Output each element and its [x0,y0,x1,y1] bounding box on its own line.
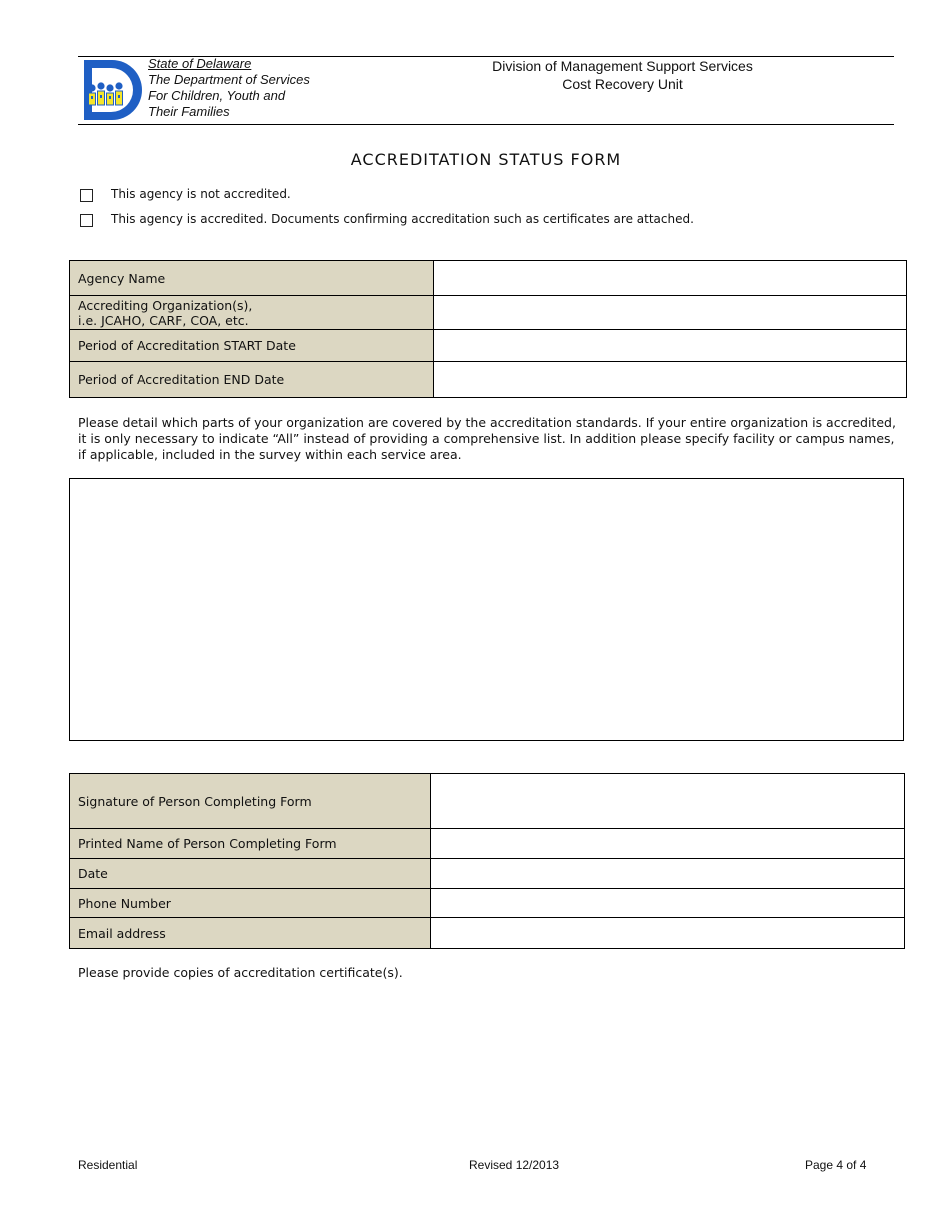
org-line-families: Their Families [148,104,230,119]
header-bottom-rule [78,124,894,125]
end-date-field[interactable] [434,362,907,398]
footer-page-number: Page 4 of 4 [805,1158,867,1172]
form-title: ACCREDITATION STATUS FORM [350,150,622,169]
org-line-department: The Department of Services [148,72,310,87]
not-accredited-checkbox[interactable] [80,189,93,202]
org-line-state: State of Delaware [148,56,252,71]
accrediting-org-field[interactable] [434,296,907,330]
signature-field[interactable] [431,774,905,829]
agency-info-table [69,260,907,398]
printed-name-label: Printed Name of Person Completing Form [70,829,431,859]
footer-left: Residential [78,1158,138,1172]
accredited-checkbox[interactable] [80,214,93,227]
phone-field[interactable] [431,889,905,918]
start-date-field[interactable] [434,330,907,362]
division-name: Division of Management Support Services [492,58,753,74]
phone-label: Phone Number [70,889,431,918]
signature-table [69,773,905,949]
certificate-note: Please provide copies of accreditation certificate(s). [78,965,403,980]
accrediting-org-label-line2: i.e. JCAHO, CARF, COA, etc. [78,312,249,328]
footer-revision: Revised 12/2013 [469,1158,560,1172]
org-line-children: For Children, Youth and [148,88,286,103]
email-label: Email address [70,918,431,949]
accrediting-org-label [70,296,434,330]
printed-name-field[interactable] [431,829,905,859]
organization-name [148,56,310,120]
accredited-label: This agency is accredited. Documents confirming accreditation such as certificates are attached. [111,212,694,226]
division-block [460,57,785,93]
start-date-label: Period of Accreditation START Date [70,330,434,362]
end-date-label: Period of Accreditation END Date [70,362,434,398]
signature-label: Signature of Person Completing Form [70,774,431,829]
not-accredited-label: This agency is not accredited. [111,187,291,201]
agency-name-label: Agency Name [70,261,434,296]
coverage-details-textarea[interactable] [69,478,904,741]
date-field[interactable] [431,859,905,889]
accrediting-org-label-line1: Accrediting Organization(s), [78,297,253,313]
unit-name: Cost Recovery Unit [562,76,683,92]
coverage-instructions: Please detail which parts of your organization are covered by the accreditation standards. If your entire organization is accredited, it is only necessary to indicate “All” instead of providing a comprehensive list. In addition please specify facility or campus names, if applicable, included in the survey within each service area. [78,415,896,462]
agency-name-field[interactable] [434,261,907,296]
email-field[interactable] [431,918,905,949]
dscyf-logo [82,58,144,122]
date-label: Date [70,859,431,889]
